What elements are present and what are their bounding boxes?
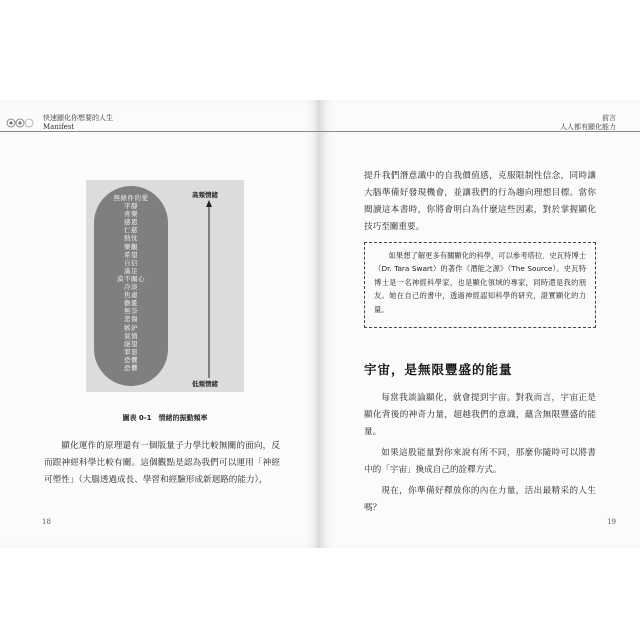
running-header-left bbox=[43, 114, 113, 132]
emotion-label: 擔憂 bbox=[124, 299, 138, 308]
emotion-label: 冷淡 bbox=[124, 283, 138, 292]
emotion-label: 悲傷 bbox=[124, 315, 138, 324]
emotion-label: 無奈 bbox=[124, 307, 138, 316]
left-page bbox=[0, 100, 320, 548]
emotion-label: 氣憤 bbox=[124, 331, 138, 340]
emotion-label: 漠不關心 bbox=[117, 274, 145, 283]
emotion-label: 恐懼 bbox=[124, 363, 138, 372]
section-body bbox=[364, 390, 596, 517]
emotion-label: 平靜 bbox=[124, 202, 138, 211]
header-subtitle: 人人都有顯化能力 bbox=[560, 123, 616, 131]
section-paragraph: 如果這股能量對你來說有所不同，那麼你隨時可以將書中的「宇宙」換成自己的詮釋方式。 bbox=[364, 448, 596, 475]
section-paragraph: 每當我談論顯化，就會提到宇宙。對我而言，宇宙正是顯化背後的神奇力量，超越我們的意識，蘊含無限豐盛的能量。 bbox=[364, 393, 596, 437]
frequency-arrow-icon bbox=[206, 200, 212, 378]
page-number-right: 19 bbox=[607, 518, 616, 526]
emotion-label: 絕望 bbox=[124, 339, 138, 348]
emotion-label: 焦慮 bbox=[124, 291, 138, 300]
emotion-label: 感恩 bbox=[124, 218, 138, 227]
emotion-label: 滿足 bbox=[124, 266, 138, 275]
emotion-label: 希望 bbox=[124, 250, 138, 259]
emotion-frequency-figure bbox=[86, 180, 244, 392]
header-subtitle: Manifest bbox=[43, 123, 75, 131]
emotion-label: 罪惡 bbox=[124, 347, 138, 356]
high-frequency-label: 高頻情緒 bbox=[192, 191, 218, 199]
running-header-right bbox=[560, 114, 616, 132]
header-rule bbox=[320, 131, 640, 132]
emotion-label: 自信 bbox=[124, 258, 138, 267]
figure-caption: 圖表 0-1 情緒的振動頻率 bbox=[122, 414, 208, 422]
right-page bbox=[320, 100, 640, 548]
intro-paragraph: 提升我們潛意識中的自我價值感，克服限制性信念，同時讓大腦準備好發現機會，並讓我們的行為趨向理想目標。當你閱讀這本書時，你將會明白為什麼這些因素，對於掌握顯化技巧至關重要。 bbox=[364, 171, 596, 232]
section-paragraph: 現在，你準備好釋放你的內在力量，活出最精采的人生嗎？ bbox=[364, 486, 596, 513]
emotion-label: 樂觀 bbox=[124, 242, 138, 251]
emotion-label: 仁慈 bbox=[124, 226, 138, 235]
emotion-label: 喜樂 bbox=[124, 210, 138, 219]
emotion-label: 嫉妒 bbox=[124, 323, 138, 332]
science-note-box bbox=[364, 242, 596, 328]
book-spread bbox=[0, 100, 640, 548]
emotion-scale bbox=[94, 186, 168, 386]
section-heading: 宇宙，是無限豐盛的能量 bbox=[364, 362, 513, 377]
header-rule bbox=[0, 131, 320, 132]
emotion-label: 熱忱 bbox=[124, 234, 138, 243]
emotion-label: 恐懼 bbox=[124, 355, 138, 364]
header-title: 快速顯化你想要的人生 bbox=[43, 114, 113, 122]
low-frequency-label: 低頻情緒 bbox=[192, 380, 218, 388]
logo-icon bbox=[6, 118, 40, 128]
page-number-left: 18 bbox=[42, 518, 51, 526]
left-paragraph: 顯化運作的原理還有一個版量子力學比較無關的面向，反而跟神經科學比較有關。這個觀點是認為我們可以運用「神經可塑性」（大腦透過成長、學習和經驗形成新迴路的能力）， bbox=[44, 441, 280, 485]
emotion-label: 無條件的愛 bbox=[113, 194, 149, 202]
header-title: 前言 bbox=[602, 114, 616, 122]
note-text: 如果想了解更多有關顯化的科學，可以參考塔拉．史瓦特博士（Dr. Tara Swart）的著作《潛能之源》（The Source）。史瓦特博士是一名神經科學家，也是顯化領域的專家，同時還是我的朋友。她在自己的書中，透過神經認知科學的研究，證實顯化的力量。 bbox=[374, 251, 586, 314]
